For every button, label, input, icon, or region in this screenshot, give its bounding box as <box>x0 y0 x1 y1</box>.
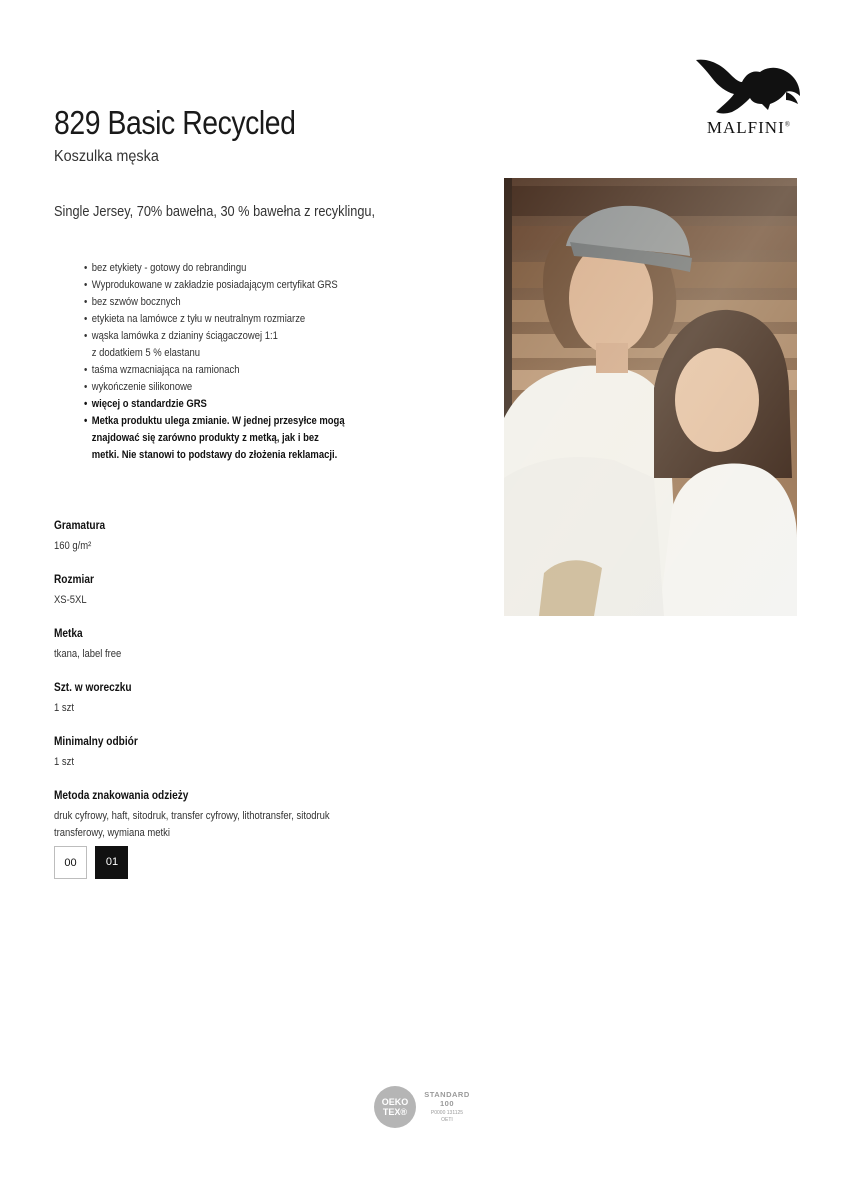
standard-number: 100 <box>439 1099 454 1108</box>
oeko-tex-icon <box>374 1086 416 1128</box>
oeko-tex-badge <box>374 1084 484 1130</box>
oeko-standard-label <box>422 1090 472 1108</box>
spec-value: XS-5XL <box>54 594 87 606</box>
spec-label: Rozmiar <box>54 574 94 586</box>
spec-value: 1 szt <box>54 756 74 768</box>
feature-item: • bez szwów bocznych <box>84 294 376 311</box>
grs-standard-link[interactable]: • więcej o standardzie GRS <box>84 396 376 413</box>
feature-item: • wąska lamówka z dzianiny ściągaczowej 1:1 z dodatkiem 5 % elastanu <box>84 328 281 362</box>
spec-value: druk cyfrowy, haft, sitodruk, transfer cyfrowy, lithotransfer, sitodruk transferowy, wymiana metki <box>54 810 330 839</box>
spec-tag <box>54 626 474 680</box>
product-subtitle: Koszulka męska <box>54 148 159 165</box>
certificate-number: P0000 131125 <box>430 1110 464 1116</box>
oeko-logo-line: OEKO <box>381 1097 409 1107</box>
spec-list <box>54 518 474 842</box>
product-photo <box>504 178 797 616</box>
color-swatch-black[interactable]: 01 <box>95 846 128 879</box>
spec-label: Minimalny odbiór <box>54 736 138 748</box>
spec-label: Szt. w woreczku <box>54 682 132 694</box>
spec-label: Metka <box>54 628 83 640</box>
product-title: 829 Basic Recycled <box>54 104 296 141</box>
spec-weight <box>54 518 474 572</box>
feature-list <box>84 260 384 464</box>
photo-illustration <box>504 178 797 616</box>
color-swatches <box>54 846 132 879</box>
spec-value: 160 g/m² <box>54 540 92 552</box>
certificate-institute: OETI <box>441 1117 453 1123</box>
oeko-logo-line: TEX® <box>382 1107 408 1117</box>
feature-item: • wykończenie silikonowe <box>84 379 376 396</box>
spec-value: tkana, label free <box>54 648 122 660</box>
spec-label: Metoda znakowania odzieży <box>54 790 189 802</box>
spec-minimum-order <box>54 734 474 788</box>
standard-label: STANDARD <box>424 1090 470 1099</box>
label-change-notice: • Metka produktu ulega zmianie. W jednej przesyłce mogą znajdować się zarówno produkty z metką, jak i bez metki. Nie stanowi to podstawy do złożenia reklamacji. <box>84 413 345 464</box>
feature-item: • Wyprodukowane w zakładzie posiadającym certyfikat GRS <box>84 277 376 294</box>
oeko-certificate-code <box>424 1110 470 1124</box>
feature-item: • bez etykiety - gotowy do rebrandingu <box>84 260 376 277</box>
eagle-icon <box>690 52 810 116</box>
spec-marking-methods <box>54 788 474 842</box>
malfini-logo <box>690 52 810 142</box>
color-swatch-white[interactable]: 00 <box>54 846 87 879</box>
spec-size <box>54 572 474 626</box>
feature-item: • etykieta na lamówce z tyłu w neutralnym rozmiarze <box>84 311 376 328</box>
spec-pieces-per-bag <box>54 680 474 734</box>
material-description: Single Jersey, 70% bawełna, 30 % bawełna z recyklingu, <box>54 204 376 220</box>
spec-value: 1 szt <box>54 702 74 714</box>
feature-item: • taśma wzmacniająca na ramionach <box>84 362 376 379</box>
spec-label: Gramatura <box>54 520 106 532</box>
brand-name: MALFINI® <box>706 118 792 137</box>
